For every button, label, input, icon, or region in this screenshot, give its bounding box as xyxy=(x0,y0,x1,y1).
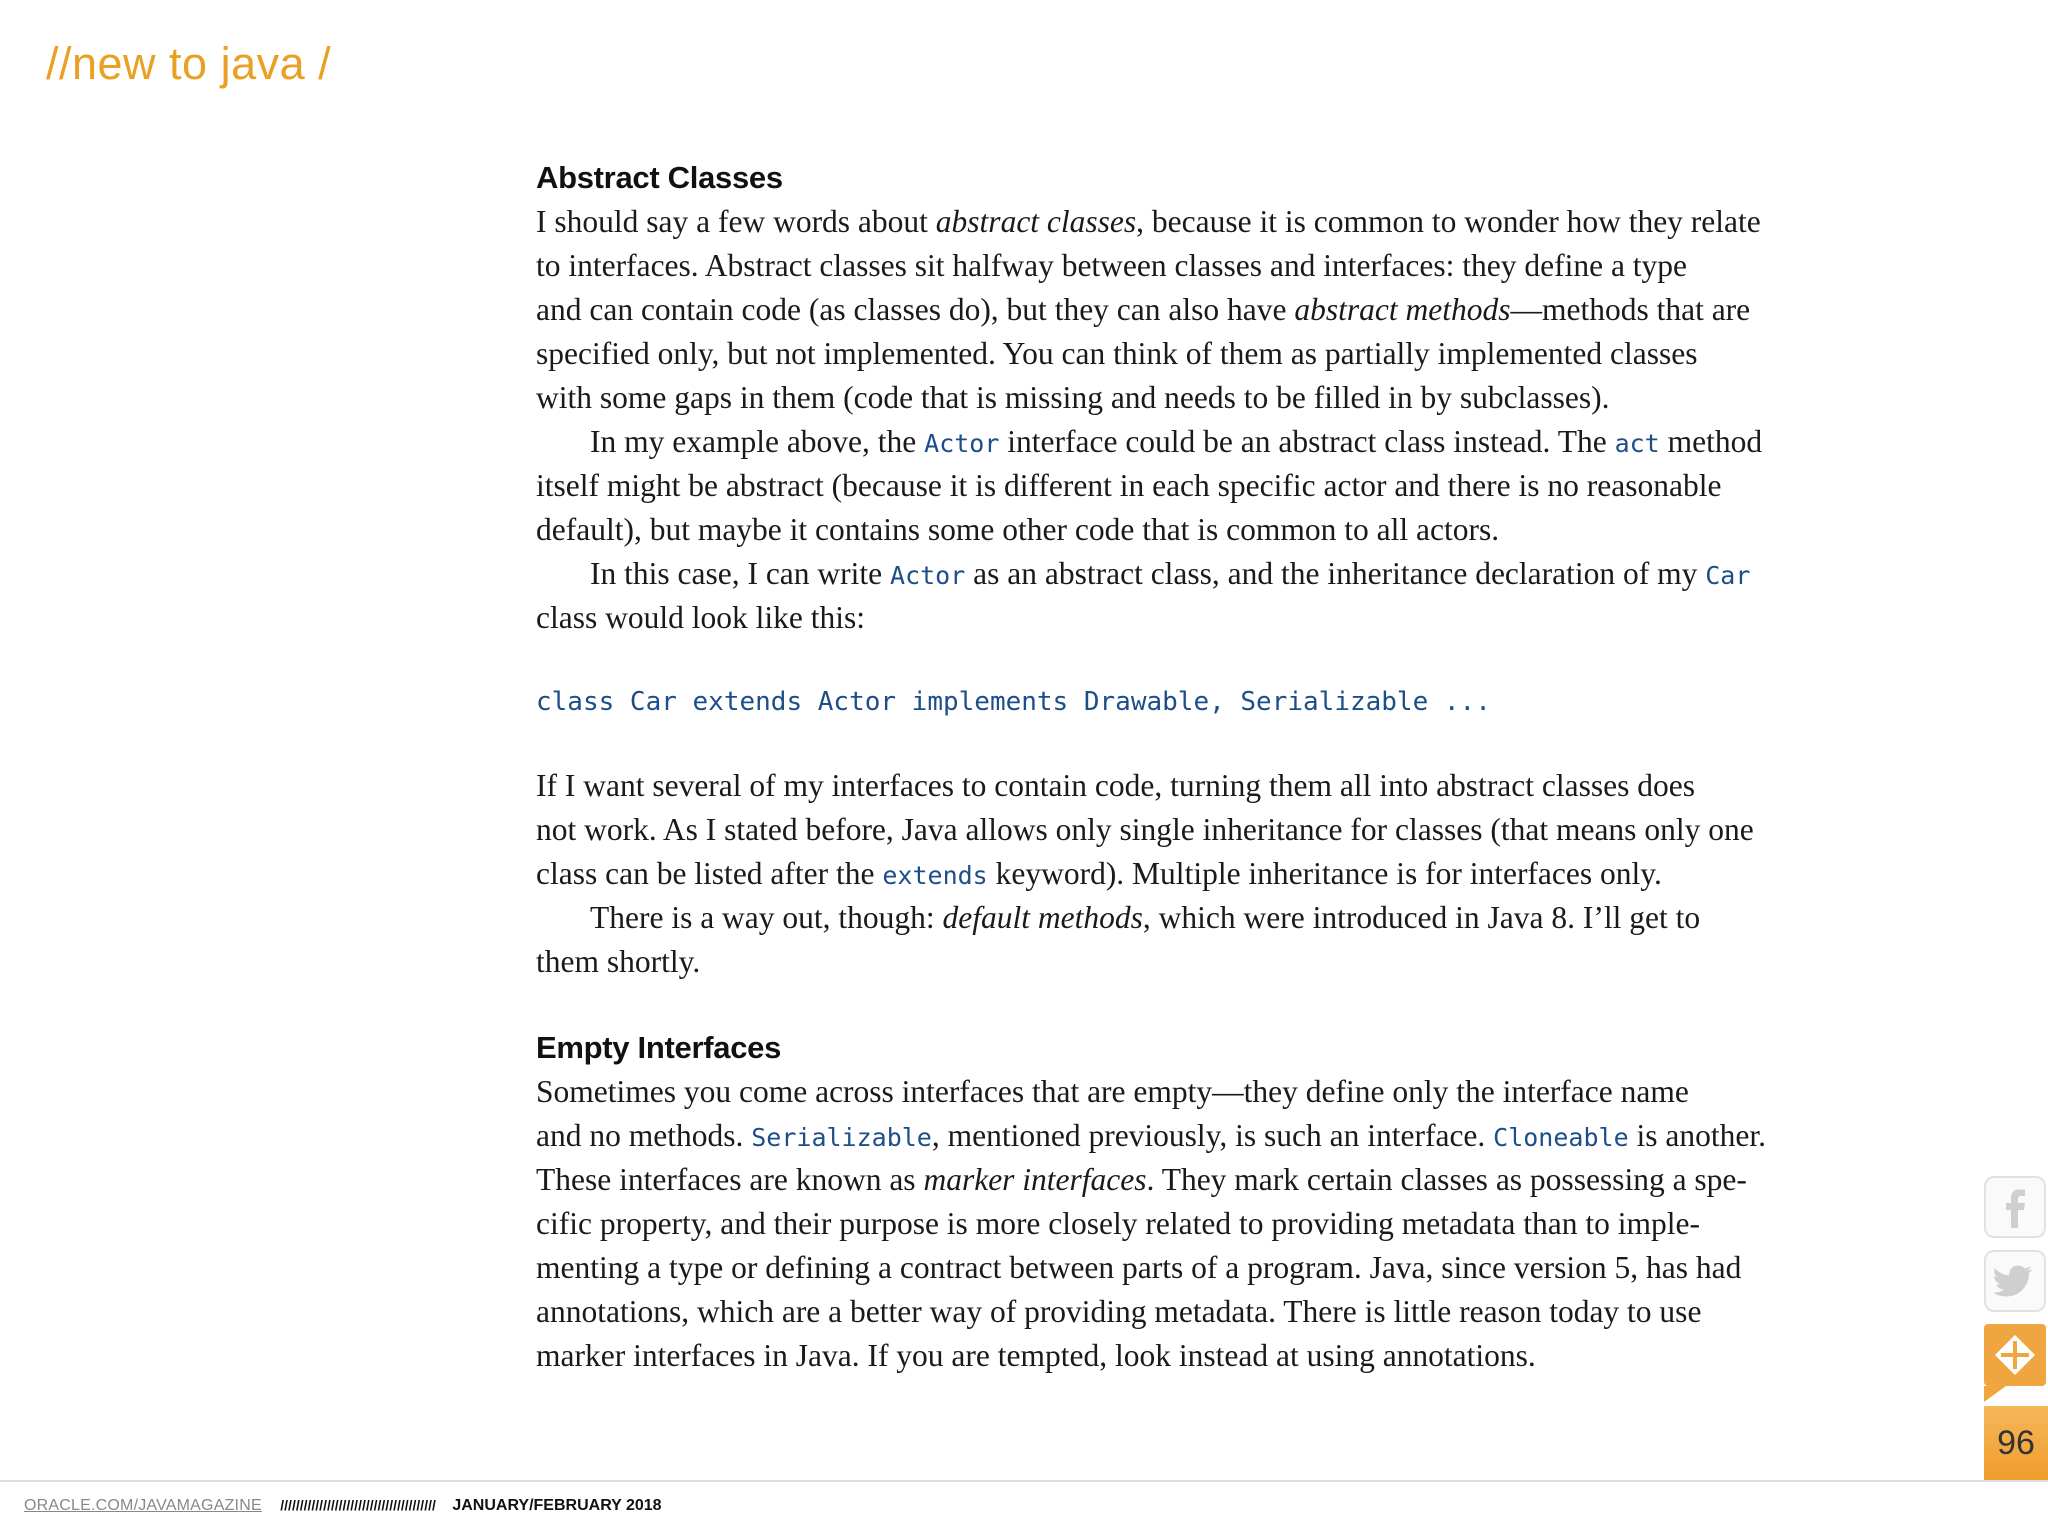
paragraph-empty-interfaces: Sometimes you come across interfaces that are empty—they define only the interface name and no methods. Serializable, mentioned previously, is such an interface. Cloneable is another. These interfaces are known as marker interfaces. They mark certain classes as possessing a spe- cific property, and their purpose is more closely related to providing metadata than to imple- menting a type or defining a contract between parts of a program. Java, since version 5, has had annotations, which are a better way of providing metadata. There is little reason today to use marker interfaces in Java. If you are tempted, look instead at using annotations. xyxy=(536,1074,1766,1373)
heading-abstract-classes: Abstract Classes xyxy=(536,160,783,195)
email-share-button[interactable] xyxy=(1984,1324,2046,1386)
code-act: act xyxy=(1614,429,1660,458)
page-number: 96 xyxy=(1984,1406,2048,1480)
code-extends: extends xyxy=(882,861,988,890)
twitter-share-button[interactable] xyxy=(1984,1250,2046,1312)
term-marker-interfaces: marker interfaces xyxy=(923,1162,1147,1197)
code-car: Car xyxy=(1705,561,1751,590)
section-label: //new to java / xyxy=(46,38,332,89)
paragraph-inheritance: In this case, I can write Actor as an abstract class, and the inheritance declaration of my Car class would look like this: xyxy=(536,556,1751,635)
term-default-methods: default methods xyxy=(942,900,1143,935)
facebook-share-button[interactable] xyxy=(1984,1176,2046,1238)
code-serializable: Serializable xyxy=(751,1123,932,1152)
code-actor-2: Actor xyxy=(890,561,966,590)
code-actor: Actor xyxy=(924,429,1000,458)
paragraph-abstract-intro: I should say a few words about abstract classes, because it is common to wonder how they relate to interfaces. Abstract classes sit halfway between classes and interfaces: they define a type and can contain code (as classes do), but they can also have abstract methods—methods that are specified only, but not implemented. You can think of them as partially implemented classes with some gaps in them (code that is missing and needs to be filled in by subclasses). xyxy=(536,204,1761,415)
code-block: class Car extends Actor implements Drawable, Serializable ... xyxy=(536,687,1491,717)
share-tab-notch xyxy=(1984,1386,2006,1402)
twitter-icon xyxy=(1993,1262,2037,1300)
footer-divider xyxy=(0,1480,2048,1482)
footer xyxy=(24,1494,662,1517)
code-cloneable: Cloneable xyxy=(1493,1123,1629,1152)
article-body xyxy=(536,156,1776,1378)
term-abstract-classes: abstract classes xyxy=(935,204,1137,239)
paragraph-actor-example: In my example above, the Actor interface could be an abstract class instead. The act method itself might be abstract (because it is different in each specific actor and there is no reasonable default), but maybe it contains some other code that is common to all actors. xyxy=(536,424,1763,547)
facebook-icon xyxy=(1995,1184,2035,1230)
term-abstract-methods: abstract methods xyxy=(1294,292,1511,327)
paragraph-default-methods: There is a way out, though: default methods, which were introduced in Java 8. I’ll get to them shortly. xyxy=(536,900,1701,979)
footer-url-link[interactable]: ORACLE.COM/JAVAMAGAZINE xyxy=(24,1497,262,1514)
email-icon xyxy=(1991,1331,2039,1379)
paragraph-multiple-inheritance: If I want several of my interfaces to contain code, turning them all into abstract classes does not work. As I stated before, Java allows only single inheritance for classes (that means only one class can be listed after the extends keyword). Multiple inheritance is for interfaces only. xyxy=(536,768,1754,891)
footer-issue-date: JANUARY/FEBRUARY 2018 xyxy=(452,1497,662,1514)
footer-slashes: //////////////////////////////////////// xyxy=(280,1497,436,1513)
heading-empty-interfaces: Empty Interfaces xyxy=(536,1030,782,1065)
